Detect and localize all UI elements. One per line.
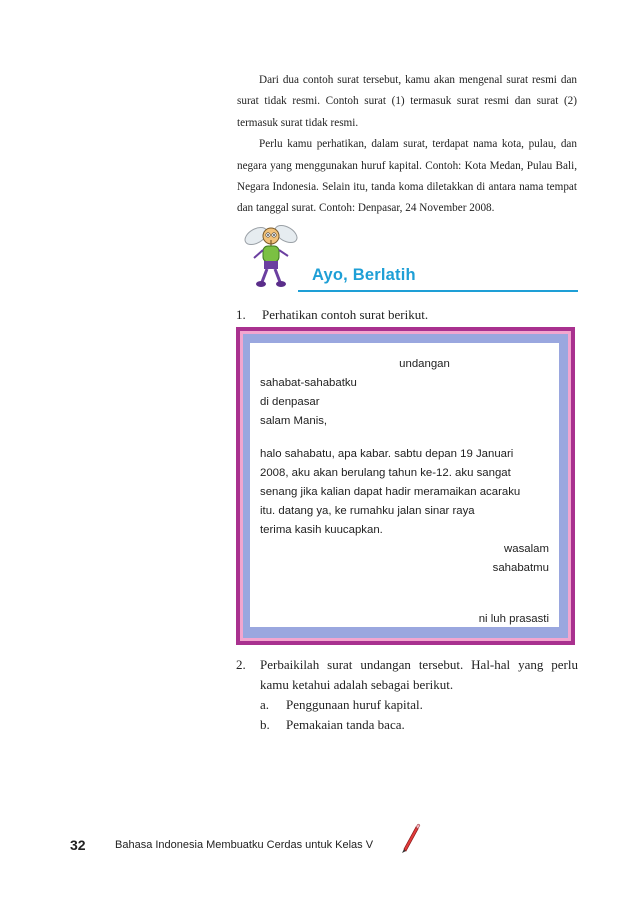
letter-frame-pink [240, 331, 571, 641]
letter-recipient-line: sahabat-sahabatku [260, 377, 357, 389]
letter-body-line: senang jika kalian dapat hadir meramaikan acaraku [260, 486, 521, 498]
task-2 [236, 655, 578, 735]
letter-body-line: terima kasih kuucapkan. [260, 524, 383, 536]
letter-heading: undangan [399, 358, 450, 370]
book-title: Bahasa Indonesia Membuatku Cerdas untuk Kelas V [115, 839, 374, 851]
pencil-icon [398, 823, 422, 853]
task-2-item-text: Pemakaian tanda baca. [286, 717, 405, 732]
page-footer [70, 835, 470, 861]
letter-body [260, 445, 549, 540]
letter-body-line: itu. datang ya, ke rumahku jalan sinar raya [260, 505, 475, 517]
mosquito-mascot-icon [242, 218, 300, 290]
task-1-number: 1. [236, 307, 246, 322]
task-2-item-label: b. [260, 717, 270, 732]
letter-frame-blue [243, 334, 568, 638]
letter-body-line: halo sahabatu, apa kabar. sabtu depan 19 Januari [260, 448, 514, 460]
intro-paragraph-1: Dari dua contoh surat tersebut, kamu akan mengenal surat resmi dan surat tidak resmi. Contoh surat (1) termasuk surat resmi dan surat (2) termasuk surat tidak resmi. [237, 74, 577, 129]
task-1-text: Perhatikan contoh surat berikut. [262, 307, 429, 322]
letter-frame [236, 327, 575, 645]
letter-closing-2: sahabatmu [492, 562, 549, 574]
letter-content [260, 355, 549, 629]
section-title: Ayo, Berlatih [312, 266, 416, 284]
page-number: 32 [70, 837, 86, 853]
task-2-item [260, 695, 578, 715]
task-2-item-text: Penggunaan huruf kapital. [286, 697, 423, 712]
letter-card [250, 343, 559, 627]
task-2-text: Perbaikilah surat undangan tersebut. Hal-hal yang perlu kamu ketahui adalah sebagai berikut. [260, 657, 578, 692]
letter-recipient-line: di denpasar [260, 396, 320, 408]
letter-signature: ni luh prasasti [478, 613, 549, 625]
task-1 [236, 307, 428, 323]
intro-paragraph-2: Perlu kamu perhatikan, dalam surat, terdapat nama kota, pulau, dan negara yang menggunakan huruf kapital. Contoh: Kota Medan, Pulau Bali, Negara Indonesia. Selain itu, tanda koma diletakkan di antara nama tempat dan tanggal surat. Contoh: Denpasar, 24 November 2008. [237, 138, 577, 215]
letter-greeting: salam Manis, [260, 415, 328, 427]
intro-text [237, 70, 577, 220]
section-divider [298, 290, 578, 292]
task-2-number: 2. [236, 657, 246, 672]
letter-body-line: 2008, aku akan berulang tahun ke-12. aku sangat [260, 467, 511, 479]
task-2-item-label: a. [260, 697, 270, 712]
letter-closing: wasalam [504, 543, 549, 555]
task-2-item [260, 715, 578, 735]
